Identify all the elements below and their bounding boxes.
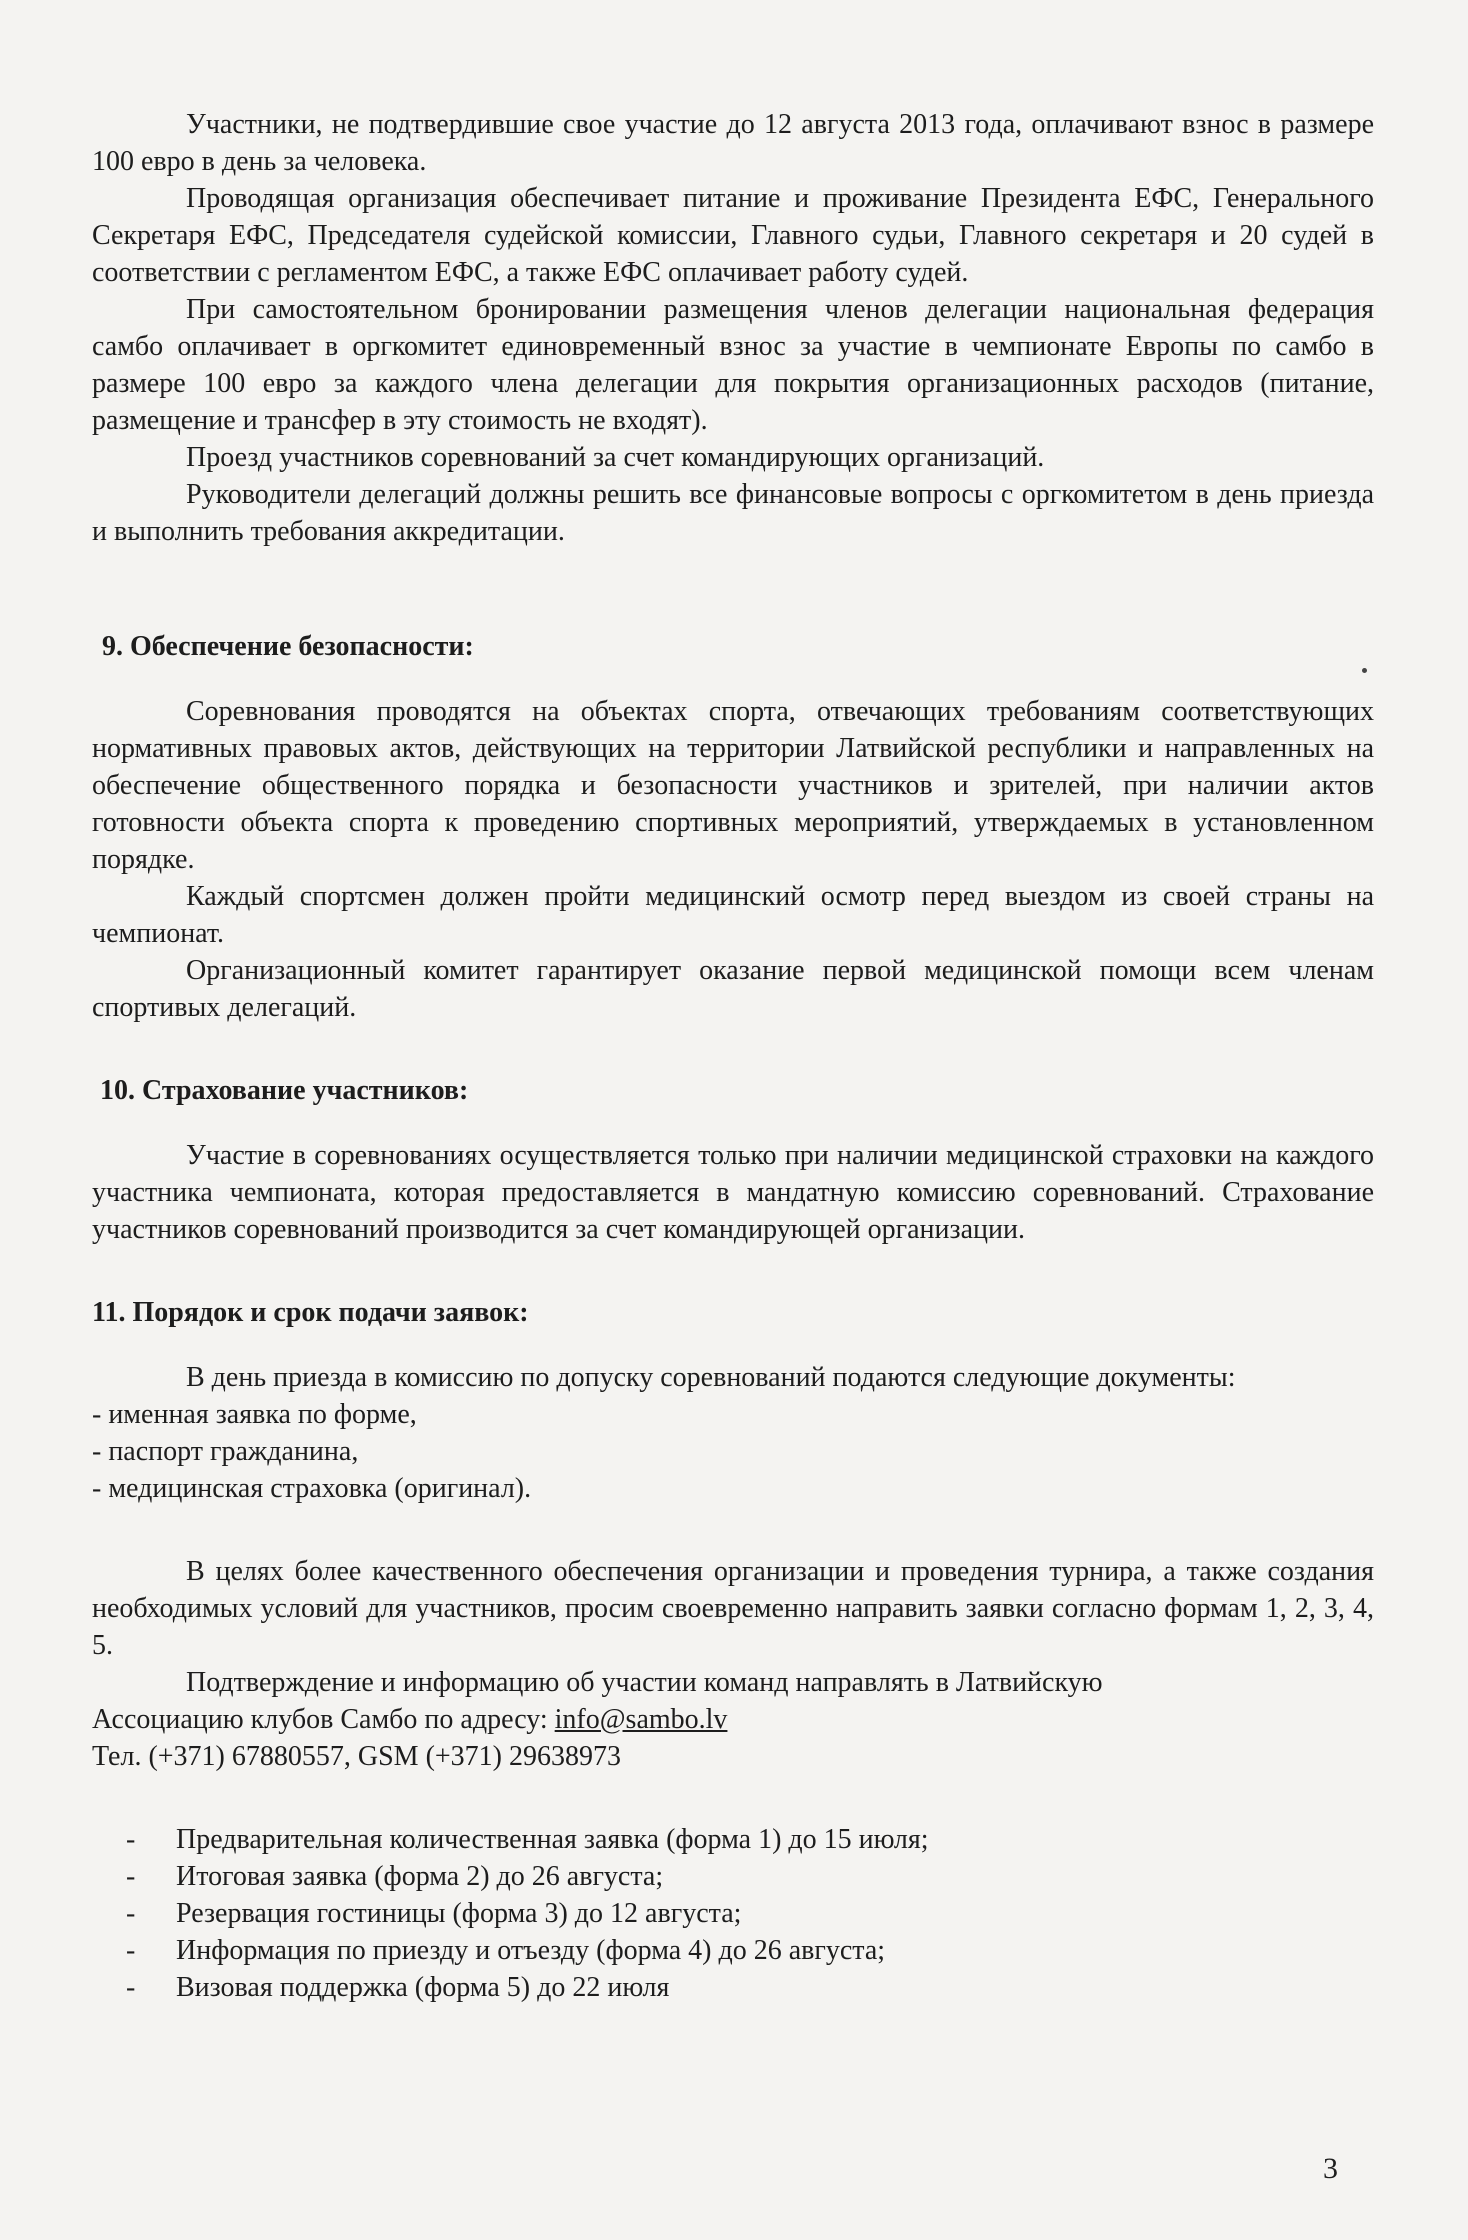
section-9-title: 9. Обеспечение безопасности:: [102, 631, 474, 662]
contact-line-2: [92, 1701, 1374, 1738]
section-10-paragraph: Участие в соревнованиях осуществляется только при наличии медицинской страховки на каждого участника чемпионата, которая предоставляется в мандатную комиссию соревнований. Страхование участников соревнований производится за счет командирующей организации.: [92, 1140, 1374, 1245]
paragraph-financial-questions: Руководители делегаций должны решить все финансовые вопросы с оргкомитетом в день приезда и выполнить требования аккредитации.: [92, 479, 1374, 547]
section-9-paragraph-first-aid: Организационный комитет гарантирует оказание первой медицинской помощи всем членам спортивых делегаций.: [92, 955, 1374, 1023]
section-9-paragraph-medical-exam: Каждый спортсмен должен пройти медицинский осмотр перед выездом из своей страны на чемпионат.: [92, 881, 1374, 949]
list-item: - именная заявка по форме,: [92, 1399, 417, 1430]
page-number: 3: [1323, 2152, 1338, 2185]
list-item: - Визовая поддержка (форма 5) до 22 июля: [126, 1969, 1374, 2006]
section-11-title: 11. Порядок и срок подачи заявок:: [92, 1297, 529, 1328]
list-item: - медицинская страховка (оригинал).: [92, 1473, 532, 1504]
paragraph-host-provides: Проводящая организация обеспечивает питание и проживание Президента ЕФС, Генерального Секретаря ЕФС, Председателя судейской комиссии, Главного судьи, Главного секретаря и 20 судей в соответствии с регламентом ЕФС, а также ЕФС оплачивает работу судей.: [92, 183, 1374, 288]
contact-address-label: Ассоциацию клубов Самбо по адресу:: [92, 1704, 555, 1735]
list-item: - паспорт гражданина,: [92, 1436, 359, 1467]
document-body: [92, 106, 1374, 2006]
paragraph-late-fee: Участники, не подтвердившие свое участие до 12 августа 2013 года, оплачивают взнос в размере 100 евро в день за человека.: [92, 109, 1374, 177]
email-link[interactable]: info@sambo.lv: [554, 1704, 728, 1735]
paragraph-travel: Проезд участников соревнований за счет командирующих организаций.: [186, 442, 1045, 473]
list-item: - Информация по приезду и отъезду (форма 4) до 26 августа;: [126, 1932, 1374, 1969]
list-item: - Резервация гостиницы (форма 3) до 12 августа;: [126, 1895, 1374, 1932]
phone-line: Тел. (+371) 67880557, GSM (+371) 29638973: [92, 1741, 622, 1772]
section-9-paragraph-venues: Соревнования проводятся на объектах спорта, отвечающих требованиям соответствующих нормативных правовых актов, действующих на территории Латвийской республики и направленных на обеспечение общественного порядка и безопасности участников и зрителей, при наличии актов готовности объекта спорта к проведению спортивных мероприятий, утверждаемых в установленном порядке.: [92, 696, 1374, 875]
paragraph-self-booking: При самостоятельном бронировании размещения членов делегации национальная федерация самбо оплачивает в оргкомитет единовременный взнос за участие в чемпионате Европы по самбо в размере 100 евро за каждого члена делегации для покрытия организационных расходов (питание, размещение и трансфер в эту стоимость не входят).: [92, 294, 1374, 436]
required-documents-list: [92, 1396, 1374, 1507]
list-item: - Итоговая заявка (форма 2) до 26 августа;: [126, 1858, 1374, 1895]
list-item: - Предварительная количественная заявка (форма 1) до 15 июля;: [126, 1821, 1374, 1858]
section-10-title: 10. Страхование участников:: [100, 1075, 469, 1106]
contact-line-1: Подтверждение и информацию об участии команд направлять в Латвийскую: [186, 1667, 1103, 1698]
deadlines-list: [92, 1821, 1374, 2006]
section-11-intro: В день приезда в комиссию по допуску соревнований подаются следующие документы:: [186, 1362, 1236, 1393]
section-11-request: В целях более качественного обеспечения организации и проведения турнира, а также создания необходимых условий для участников, просим своевременно направить заявки согласно формам 1, 2, 3, 4, 5.: [92, 1556, 1374, 1661]
